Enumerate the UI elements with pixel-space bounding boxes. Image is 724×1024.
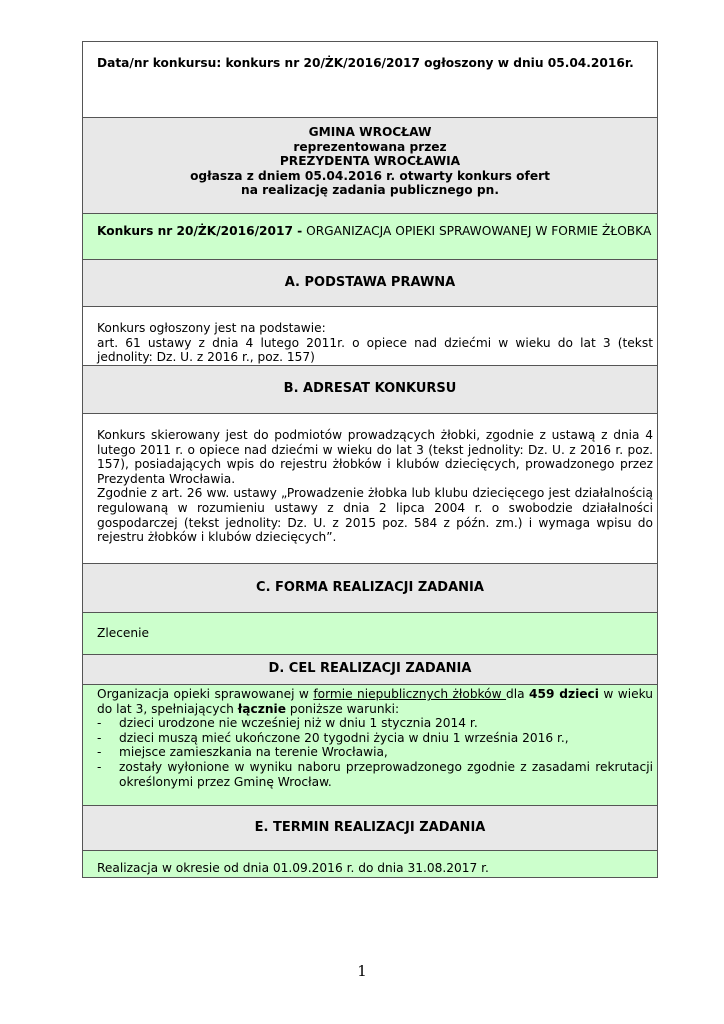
addressee-paragraph-2: Zgodnie z art. 26 ww. ustawy „Prowadzenie żłobka lub klubu dziecięcego jest działalnością regulowaną w rozumieniu ustawy z dnia 2 lipca 2004 r. o swobodzie działalności gospodarczej (tekst jednolity: Dz. U. z 2015 poz. 584 z późn. zm.) i wymaga wpisu do rejestru żłobków i klubów dziecięcych”. [97,486,653,545]
implementation-form: Zlecenie [97,626,150,640]
announcement-subject: na realizację zadania publicznego pn. [241,183,499,198]
list-item: - zostały wyłonione w wyniku naboru przeprowadzonego zgodnie z zasadami rekrutacji określonymi przez Gminę Wrocław. [97,760,653,789]
section-c-heading [83,563,657,612]
section-d-body [83,684,657,805]
section-e-heading [83,805,657,850]
contest-date-section [83,41,657,117]
announcement-document [82,41,658,878]
non-public-nurseries-text: formie niepublicznych żłobków [313,687,507,701]
page-number: 1 [357,962,367,980]
announcement-date: ogłasza z dniem 05.04.2016 r. otwarty konkurs ofert [190,168,550,183]
section-a-title: A. PODSTAWA PRAWNA [284,274,456,290]
list-item: - miejsce zamieszkania na terenie Wrocławia, [97,745,653,760]
contest-title-section [83,213,657,259]
announcer-name: GMINA WROCŁAW [308,125,432,139]
addressee-paragraph-1: Konkurs skierowany jest do podmiotów prowadzących żłobki, zgodnie z ustawą z dnia 4 lutego 2011 r. o opiece nad dziećmi w wieku do lat 3 (tekst jednolity: Dz. U. z 2016 r. poz. 157), posiadających wpis do rejestru żłobków i klubów dziecięcych, prowadzonego przez Prezydenta Wrocławia. [97,428,653,486]
section-b-title: B. ADRESAT KONKURSU [283,381,457,397]
implementation-period: Realizacja w okresie od dnia 01.09.2016 r. do dnia 31.08.2017 r. [97,861,489,875]
section-c-body [83,612,657,654]
conditions-list [97,716,653,789]
section-e-body [83,850,657,878]
legal-basis-intro: Konkurs ogłoszony jest na podstawie: [97,321,326,335]
section-c-title: C. FORMA REALIZACJI ZADANIA [256,579,484,595]
section-b-heading [83,365,657,413]
children-count: 459 dzieci [529,687,599,701]
announcement-section [83,117,657,213]
contest-title: ORGANIZACJA OPIEKI SPRAWOWANEJ W FORMIE ŻŁOBKA [302,224,652,238]
section-b-body [83,413,657,563]
section-a-heading [83,259,657,306]
contest-date-line: Data/nr konkursu: konkurs nr 20/ŻK/2016/2017 ogłoszony w dniu 05.04.2016r. [97,56,634,70]
represented-by: reprezentowana przez [293,139,447,154]
contest-number: Konkurs nr 20/ŻK/2016/2017 - [97,224,303,238]
legal-basis-text: art. 61 ustawy z dnia 4 lutego 2011r. o opiece nad dziećmi w wieku do lat 3 (tekst jednolity: Dz. U. z 2016 r., poz. 157) [97,335,653,365]
president-title: PREZYDENTA WROCŁAWIA [279,154,461,169]
section-d-title: D. CEL REALIZACJI ZADANIA [268,661,472,677]
goal-intro: Organizacja opieki sprawowanej w formie niepublicznych żłobków dla 459 dzieci w wieku do lat 3, spełniających łącznie poniższe warunki: [97,687,653,716]
list-item: - dzieci muszą mieć ukończone 20 tygodni życia w dniu 1 września 2016 r., [97,731,653,746]
section-e-title: E. TERMIN REALIZACJI ZADANIA [254,819,486,835]
section-d-heading [83,654,657,684]
section-a-body [83,306,657,365]
list-item: - dzieci urodzone nie wcześniej niż w dniu 1 stycznia 2014 r. [97,716,653,731]
